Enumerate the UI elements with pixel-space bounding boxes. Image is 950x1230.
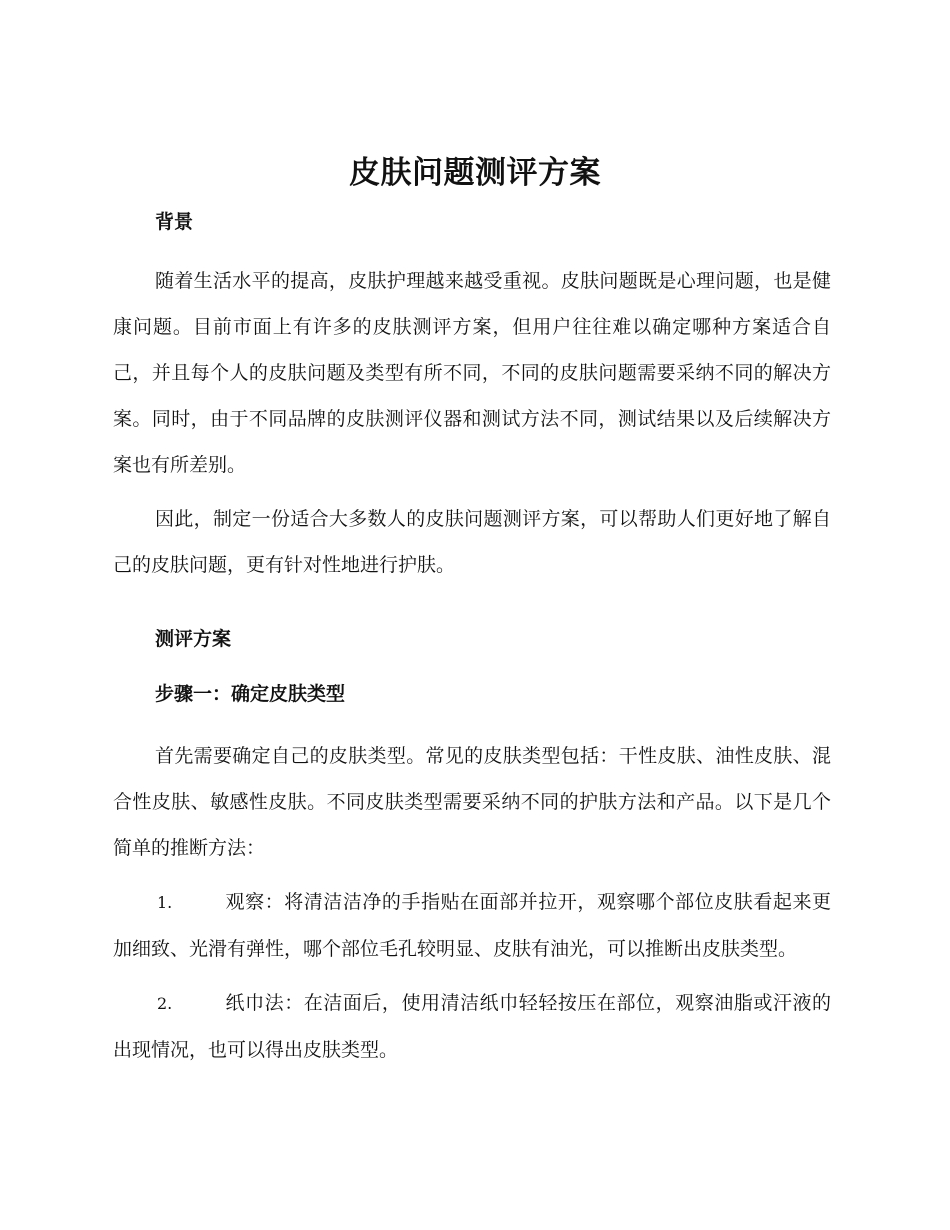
section-heading-background: 背景 — [155, 211, 194, 233]
list-item — [113, 980, 831, 1073]
paragraph-background-2: 因此，制定一份适合大多数人的皮肤问题测评方案，可以帮助人们更好地了解自己的皮肤问题，更有针对性地进行护肤。 — [113, 508, 831, 576]
list-item — [113, 879, 831, 972]
paragraph-step1-intro: 首先需要确定自己的皮肤类型。常见的皮肤类型包括：干性皮肤、油性皮肤、混合性皮肤、敏感性皮肤。不同皮肤类型需要采纳不同的护肤方法和产品。以下是几个简单的推断方法： — [113, 745, 831, 859]
list-item-number: 2. — [157, 994, 173, 1013]
paragraph-background-1: 随着生活水平的提高，皮肤护理越来越受重视。皮肤问题既是心理问题，也是健康问题。目前市面上有许多的皮肤测评方案，但用户往往难以确定哪种方案适合自己，并且每个人的皮肤问题及类型有所不同，不同的皮肤问题需要采纳不同的解决方案。同时，由于不同品牌的皮肤测评仪器和测试方法不同，测试结果以及后续解决方案也有所差别。 — [113, 270, 831, 476]
document-body — [113, 203, 831, 1081]
document-title: 皮肤问题测评方案 — [349, 155, 601, 191]
list-item-text: 观察：将清洁洁净的手指贴在面部并拉开，观察哪个部位皮肤看起来更加细致、光滑有弹性，哪个部位毛孔较明显、皮肤有油光，可以推断出皮肤类型。 — [113, 891, 831, 960]
section-heading-plan: 测评方案 — [155, 628, 232, 650]
step-heading-1: 步骤一：确定皮肤类型 — [155, 683, 346, 705]
list-item-text: 纸巾法：在洁面后，使用清洁纸巾轻轻按压在部位，观察油脂或汗液的出现情况，也可以得出皮肤类型。 — [113, 992, 831, 1061]
list-item-number: 1. — [157, 893, 173, 912]
